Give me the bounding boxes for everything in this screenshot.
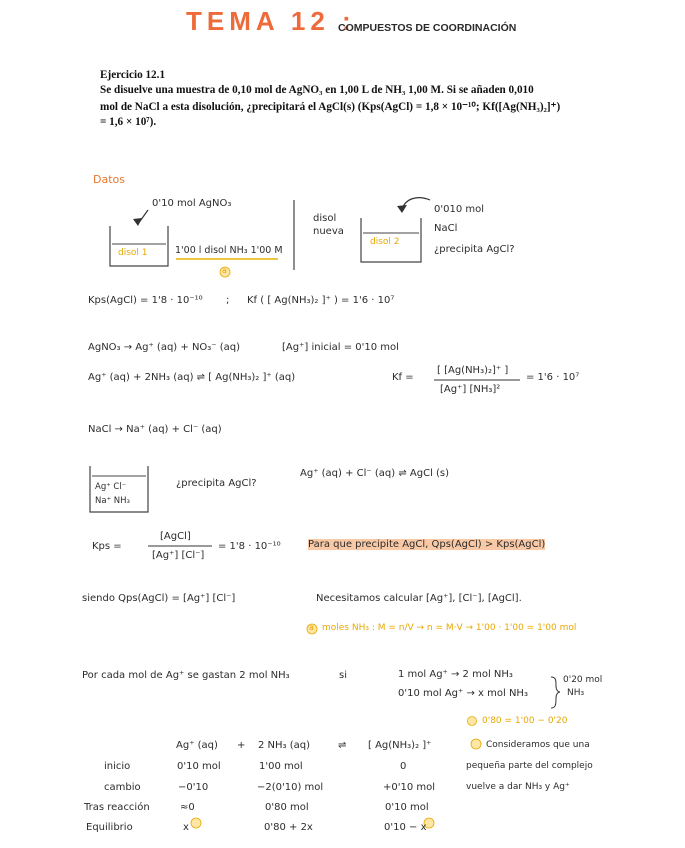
beaker-2-arrow — [402, 198, 430, 210]
ice-cell: 0'80 + 2x — [264, 822, 313, 833]
ice-cell: 0'10 mol — [385, 802, 429, 813]
ice-header-5: [ Ag(NH₃)₂ ]⁺ — [368, 740, 432, 751]
ice-cell: −0'10 — [178, 782, 209, 793]
box-ions-2: Na⁺ NH₃ — [95, 496, 130, 506]
kps-note — [308, 539, 545, 550]
ice-header-2: + — [237, 740, 246, 751]
ice-cell: ≈0 — [180, 802, 195, 813]
beaker-1-arrow-head — [133, 218, 142, 226]
beaker-1-shape — [110, 226, 168, 266]
stoich-result-2: NH₃ — [567, 688, 585, 698]
ice-header-4: ⇌ — [338, 740, 347, 751]
ice-cell: 0'10 − x — [384, 822, 427, 833]
constants-separator: ; — [226, 295, 230, 306]
tema-subtitle: COMPUESTOS DE COORDINACIÓN — [338, 22, 517, 34]
box-reaction: Ag⁺ (aq) + Cl⁻ (aq) ⇌ AgCl (s) — [300, 468, 450, 479]
kf-value: = 1'6 · 10⁷ — [526, 372, 580, 383]
ice-row-label: Tras reacción — [84, 802, 150, 813]
ice-note-2: pequeña parte del complejo — [466, 761, 593, 771]
stoich-si: si — [339, 670, 347, 681]
datos-label: Datos — [93, 173, 125, 186]
ice-cell: 0'10 mol — [177, 761, 221, 772]
exercise-line-1: Se disuelve una muestra de 0,10 mol de AgNO₃ en 1,00 L de NH₃ 1,00 M. Si se añaden 0,010 — [100, 84, 534, 96]
ice-cell: +0'10 mol — [383, 782, 436, 793]
stoich-left: Por cada mol de Ag⁺ se gastan 2 mol NH₃ — [82, 670, 290, 681]
kps-label: Kps = — [92, 541, 122, 552]
circle-a-2-label: a — [309, 623, 314, 632]
beaker-1-label: disol 1 — [118, 248, 148, 258]
stoich-line-1: 1 mol Ag⁺ → 2 mol NH₃ — [398, 669, 513, 680]
datos-left-top: 0'10 mol AgNO₃ — [152, 198, 232, 209]
ice-note-1: Consideramos que una — [486, 740, 590, 750]
kf-label: Kf = — [392, 372, 414, 383]
ice-note-3: vuelve a dar NH₃ y Ag⁺ — [466, 782, 570, 792]
moles-nh3: moles NH₃ : M = n/V → n = M·V → 1'00 · 1'00 = 1'00 mol — [322, 623, 577, 633]
kf-constant: Kf ( [ Ag(NH₃)₂ ]⁺ ) = 1'6 · 10⁷ — [247, 295, 395, 306]
necesitamos-text: Necesitamos calcular [Ag⁺], [Cl⁻], [AgCl]. — [316, 593, 522, 604]
reaction-complex: Ag⁺ (aq) + 2NH₃ (aq) ⇌ [ Ag(NH₃)₂ ]⁺ (aq) — [88, 372, 296, 383]
ice-cell: 0'80 mol — [265, 802, 309, 813]
datos-right-3: ¿precipita AgCl? — [434, 244, 515, 255]
ice-row-label: Equilibrio — [86, 822, 133, 833]
stoich-line-2: 0'10 mol Ag⁺ → x mol NH₃ — [398, 688, 528, 699]
beaker-2-label: disol 2 — [370, 237, 400, 247]
reaction-nacl: NaCl → Na⁺ (aq) + Cl⁻ (aq) — [88, 424, 222, 435]
ice-header-1: Ag⁺ (aq) — [176, 740, 218, 751]
ice-cell: −2(0'10) mol — [257, 782, 324, 793]
exercise-line-2: mol de NaCl a esta disolución, ¿precipitará el AgCl(s) (Kps(AgCl) = 1,8 × 10⁻¹⁰; Kf([Ag(NH₃)₂]⁺) — [100, 101, 561, 113]
ice-row-label: inicio — [104, 761, 131, 772]
kps-value: = 1'8 · 10⁻¹⁰ — [218, 541, 281, 552]
circle-b — [468, 717, 477, 726]
kps-numerator: [AgCl] — [160, 531, 191, 542]
siendo-text: siendo Qps(AgCl) = [Ag⁺] [Cl⁻] — [82, 593, 236, 604]
datos-right-2: NaCl — [434, 223, 458, 234]
ag-inicial: [Ag⁺] inicial = 0'10 mol — [282, 342, 399, 353]
ice-row-label: cambio — [104, 782, 141, 793]
kf-numerator: [ [Ag(NH₃)₂]⁺ ] — [437, 365, 509, 376]
stoich-sub: 0'80 = 1'00 − 0'20 — [482, 716, 568, 726]
ice-cell: 1'00 mol — [259, 761, 303, 772]
circle-c — [471, 739, 481, 749]
kf-denominator: [Ag⁺] [NH₃]² — [440, 384, 501, 395]
stoich-brace — [551, 677, 560, 708]
circle-d — [191, 818, 201, 828]
reaction-agno3: AgNO₃ → Ag⁺ (aq) + NO₃⁻ (aq) — [88, 342, 241, 353]
ice-cell: 0 — [400, 761, 407, 772]
tema-title: TEMA 12 : — [186, 6, 356, 36]
kps-constant: Kps(AgCl) = 1'8 · 10⁻¹⁰ — [88, 295, 203, 306]
datos-right-1: 0'010 mol — [434, 204, 485, 215]
exercise-line-3: = 1,6 × 10⁷). — [100, 116, 157, 128]
box-question: ¿precipita AgCl? — [176, 478, 257, 489]
exercise-title: Ejercicio 12.1 — [100, 69, 166, 81]
ice-header-3: 2 NH₃ (aq) — [258, 740, 311, 751]
circle-a-1-label: a — [222, 266, 227, 275]
kps-denominator: [Ag⁺] [Cl⁻] — [152, 550, 205, 561]
disol-nueva: disol nueva — [313, 213, 344, 237]
ice-cell: x — [183, 822, 189, 833]
stoich-result-1: 0'20 mol — [563, 675, 603, 685]
box-ions-1: Ag⁺ Cl⁻ — [95, 482, 127, 492]
beaker-1-desc: 1'00 l disol NH₃ 1'00 M — [175, 245, 283, 256]
kps-note-text: Para que precipite AgCl, Qps(AgCl) > Kps(AgCl) — [308, 539, 546, 550]
beaker-2-arrow-head — [397, 205, 407, 213]
